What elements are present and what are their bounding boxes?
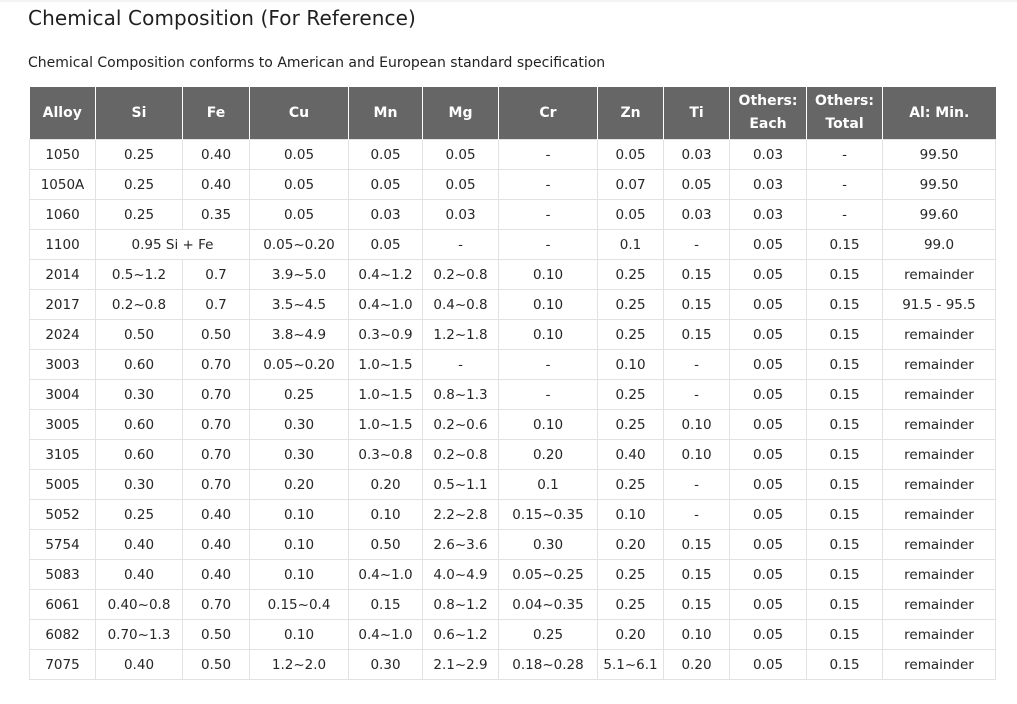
table-cell: 0.35 [183, 200, 250, 230]
table-row [30, 230, 996, 260]
alloy-cell: 3005 [30, 410, 96, 440]
table-cell: 0.40 [96, 650, 183, 680]
table-row [30, 380, 996, 410]
table-cell: - [499, 380, 598, 410]
table-cell: 0.20 [349, 470, 423, 500]
column-header: Al: Min. [883, 87, 996, 140]
table-cell: 1.2~1.8 [423, 320, 499, 350]
table-cell: 3.8~4.9 [250, 320, 349, 350]
table-cell: 0.05 [730, 320, 807, 350]
table-cell: 0.05 [730, 590, 807, 620]
table-cell: 0.20 [250, 470, 349, 500]
table-cell: 0.15 [807, 620, 883, 650]
table-cell: 0.20 [598, 530, 664, 560]
table-cell: - [664, 230, 730, 260]
table-cell: 0.40 [96, 530, 183, 560]
table-cell: 0.40 [183, 530, 250, 560]
column-header: Others: Total [807, 87, 883, 140]
table-cell: remainder [883, 380, 996, 410]
table-cell: 0.4~1.0 [349, 290, 423, 320]
table-cell: 0.10 [499, 320, 598, 350]
table-cell: 0.04~0.35 [499, 590, 598, 620]
table-cell: 0.4~1.0 [349, 620, 423, 650]
table-cell: 0.40 [598, 440, 664, 470]
table-cell: 0.30 [250, 410, 349, 440]
table-row [30, 140, 996, 170]
column-header: Mg [423, 87, 499, 140]
table-cell: 0.15 [807, 290, 883, 320]
table-cell: 0.25 [598, 380, 664, 410]
table-cell: 0.4~0.8 [423, 290, 499, 320]
table-cell: 1.0~1.5 [349, 350, 423, 380]
column-header: Ti [664, 87, 730, 140]
alloy-cell: 3105 [30, 440, 96, 470]
top-divider [0, 0, 1017, 2]
table-cell: remainder [883, 260, 996, 290]
table-cell: 0.70 [183, 590, 250, 620]
alloy-cell: 2017 [30, 290, 96, 320]
table-cell: 0.15~0.4 [250, 590, 349, 620]
table-cell: 0.05 [730, 530, 807, 560]
table-cell: 0.05 [730, 440, 807, 470]
table-cell: 0.25 [598, 290, 664, 320]
table-cell: 0.05 [730, 470, 807, 500]
table-cell: - [423, 230, 499, 260]
table-cell: 0.10 [250, 530, 349, 560]
table-cell: 0.1 [598, 230, 664, 260]
table-cell: 0.15 [807, 230, 883, 260]
table-cell: 0.4~1.2 [349, 260, 423, 290]
column-header: Fe [183, 87, 250, 140]
alloy-cell: 1060 [30, 200, 96, 230]
table-cell: 0.15 [807, 380, 883, 410]
table-cell: 0.15 [807, 350, 883, 380]
table-cell: 0.05 [349, 140, 423, 170]
table-cell: 0.05 [664, 170, 730, 200]
table-cell: remainder [883, 350, 996, 380]
table-cell: 0.15 [664, 590, 730, 620]
table-cell: 0.50 [96, 320, 183, 350]
table-cell: 0.25 [598, 560, 664, 590]
table-cell: 0.2~0.6 [423, 410, 499, 440]
table-cell: 4.0~4.9 [423, 560, 499, 590]
alloy-cell: 5005 [30, 470, 96, 500]
table-cell: 0.15 [664, 290, 730, 320]
alloy-cell: 5052 [30, 500, 96, 530]
table-cell: 0.05~0.20 [250, 350, 349, 380]
table-cell: 0.15 [664, 320, 730, 350]
table-cell: - [807, 170, 883, 200]
table-cell: 0.7 [183, 260, 250, 290]
table-row [30, 410, 996, 440]
table-cell: 0.70 [183, 380, 250, 410]
table-body [30, 140, 996, 680]
table-cell: 0.05 [423, 140, 499, 170]
table-cell: 0.60 [96, 410, 183, 440]
table-cell: 0.15 [807, 470, 883, 500]
table-cell: remainder [883, 560, 996, 590]
table-cell: 0.25 [96, 500, 183, 530]
table-cell: 0.05 [730, 260, 807, 290]
table-cell: 0.40 [183, 170, 250, 200]
column-header: Mn [349, 87, 423, 140]
table-cell: 0.70~1.3 [96, 620, 183, 650]
table-cell: 99.50 [883, 140, 996, 170]
table-cell: 0.25 [598, 410, 664, 440]
table-cell: 99.0 [883, 230, 996, 260]
table-cell: 0.2~0.8 [96, 290, 183, 320]
table-cell: 0.50 [183, 650, 250, 680]
table-header [30, 87, 996, 140]
alloy-cell: 1050 [30, 140, 96, 170]
column-header: Zn [598, 87, 664, 140]
table-cell: 0.05 [423, 170, 499, 200]
alloy-cell: 5754 [30, 530, 96, 560]
table-cell: 0.4~1.0 [349, 560, 423, 590]
table-cell: 0.05 [349, 170, 423, 200]
table-cell: 0.05 [730, 350, 807, 380]
table-row [30, 200, 996, 230]
table-row [30, 260, 996, 290]
table-cell: - [499, 140, 598, 170]
table-cell: 0.10 [250, 560, 349, 590]
alloy-cell: 2024 [30, 320, 96, 350]
column-header: Si [96, 87, 183, 140]
column-header: Others: Each [730, 87, 807, 140]
table-cell: 0.07 [598, 170, 664, 200]
table-cell: 0.95 Si + Fe [96, 230, 250, 260]
table-cell: 0.18~0.28 [499, 650, 598, 680]
page-title: Chemical Composition (For Reference) [28, 6, 416, 30]
table-cell: 2.1~2.9 [423, 650, 499, 680]
table-cell: - [807, 200, 883, 230]
table-cell: 0.30 [349, 650, 423, 680]
table-cell: 0.10 [664, 620, 730, 650]
table-cell: 0.15 [807, 590, 883, 620]
alloy-cell: 1100 [30, 230, 96, 260]
table-cell: 0.70 [183, 440, 250, 470]
table-cell: 0.03 [664, 140, 730, 170]
table-cell: 0.05 [730, 290, 807, 320]
table-cell: 0.20 [499, 440, 598, 470]
table-cell: 5.1~6.1 [598, 650, 664, 680]
table-cell: 99.50 [883, 170, 996, 200]
alloy-cell: 2014 [30, 260, 96, 290]
table-cell: 0.15 [664, 560, 730, 590]
table-cell: 0.05 [349, 230, 423, 260]
table-cell: 0.03 [423, 200, 499, 230]
table-row [30, 590, 996, 620]
table-cell: - [664, 500, 730, 530]
table-cell: 0.2~0.8 [423, 260, 499, 290]
table-cell: 0.10 [598, 350, 664, 380]
table-cell: - [664, 470, 730, 500]
table-row [30, 440, 996, 470]
alloy-cell: 7075 [30, 650, 96, 680]
table-cell: 0.05 [730, 650, 807, 680]
table-cell: 0.25 [499, 620, 598, 650]
table-cell: - [423, 350, 499, 380]
table-cell: 0.40 [183, 560, 250, 590]
table-row [30, 620, 996, 650]
table-cell: 0.3~0.8 [349, 440, 423, 470]
table-cell: - [664, 350, 730, 380]
table-cell: 0.10 [250, 620, 349, 650]
table-cell: 0.05 [730, 410, 807, 440]
table-cell: 0.70 [183, 410, 250, 440]
table-cell: 0.40 [183, 140, 250, 170]
table-cell: 0.60 [96, 350, 183, 380]
table-cell: 3.5~4.5 [250, 290, 349, 320]
table-cell: 0.05 [730, 230, 807, 260]
table-row [30, 470, 996, 500]
table-cell: 0.25 [598, 320, 664, 350]
table-cell: remainder [883, 320, 996, 350]
table-cell: 0.70 [183, 350, 250, 380]
header-row [30, 87, 996, 140]
alloy-cell: 5083 [30, 560, 96, 590]
table-cell: remainder [883, 650, 996, 680]
table-cell: 0.15 [349, 590, 423, 620]
table-cell: 0.10 [664, 410, 730, 440]
table-cell: remainder [883, 410, 996, 440]
table-cell: 0.8~1.3 [423, 380, 499, 410]
table-cell: 0.20 [598, 620, 664, 650]
table-cell: remainder [883, 620, 996, 650]
table-cell: - [499, 350, 598, 380]
table-cell: 0.05 [598, 140, 664, 170]
table-row [30, 350, 996, 380]
table-cell: 1.2~2.0 [250, 650, 349, 680]
table-cell: 0.15 [664, 530, 730, 560]
table-cell: 0.05~0.20 [250, 230, 349, 260]
table-cell: 0.05 [250, 170, 349, 200]
table-cell: 0.10 [664, 440, 730, 470]
table-cell: remainder [883, 500, 996, 530]
table-cell: - [807, 140, 883, 170]
table-cell: 0.30 [96, 470, 183, 500]
table-cell: 0.60 [96, 440, 183, 470]
table-row [30, 500, 996, 530]
table-cell: 0.6~1.2 [423, 620, 499, 650]
table-cell: 0.15 [807, 500, 883, 530]
alloy-cell: 6082 [30, 620, 96, 650]
table-cell: 0.05 [730, 560, 807, 590]
table-cell: 0.10 [499, 260, 598, 290]
table-cell: 0.3~0.9 [349, 320, 423, 350]
table-cell: 0.50 [183, 620, 250, 650]
table-cell: 0.30 [250, 440, 349, 470]
table-cell: 0.10 [250, 500, 349, 530]
table-cell: 0.15 [807, 560, 883, 590]
table-cell: 0.25 [598, 590, 664, 620]
table-cell: 0.70 [183, 470, 250, 500]
alloy-cell: 1050A [30, 170, 96, 200]
table-row [30, 650, 996, 680]
table-cell: 0.05 [730, 500, 807, 530]
alloy-cell: 3003 [30, 350, 96, 380]
table-row [30, 530, 996, 560]
table-cell: 0.05 [730, 380, 807, 410]
table-cell: 0.25 [96, 140, 183, 170]
table-cell: 0.10 [499, 290, 598, 320]
table-cell: 0.25 [96, 200, 183, 230]
table-cell: 0.03 [730, 140, 807, 170]
table-cell: 0.05 [250, 200, 349, 230]
column-header: Cu [250, 87, 349, 140]
table-cell: 99.60 [883, 200, 996, 230]
table-cell: - [499, 230, 598, 260]
alloy-cell: 3004 [30, 380, 96, 410]
table-cell: 0.03 [730, 200, 807, 230]
table-cell: 0.40~0.8 [96, 590, 183, 620]
column-header: Cr [499, 87, 598, 140]
table-cell: 0.1 [499, 470, 598, 500]
table-cell: 0.5~1.1 [423, 470, 499, 500]
table-cell: 0.05 [598, 200, 664, 230]
table-cell: 0.10 [598, 500, 664, 530]
table-cell: 2.6~3.6 [423, 530, 499, 560]
table-cell: 0.10 [349, 500, 423, 530]
table-cell: remainder [883, 470, 996, 500]
table-cell: 0.2~0.8 [423, 440, 499, 470]
table-cell: 0.15 [807, 530, 883, 560]
table-cell: remainder [883, 530, 996, 560]
table-cell: 0.50 [349, 530, 423, 560]
table-cell: 0.40 [96, 560, 183, 590]
table-cell: 0.05~0.25 [499, 560, 598, 590]
table-cell: 0.25 [250, 380, 349, 410]
table-cell: 0.15 [807, 320, 883, 350]
table-cell: 0.7 [183, 290, 250, 320]
column-header: Alloy [30, 87, 96, 140]
table-cell: 0.30 [96, 380, 183, 410]
table-cell: 0.15 [807, 410, 883, 440]
table-cell: 0.40 [183, 500, 250, 530]
table-cell: 0.15 [807, 440, 883, 470]
table-cell: 0.25 [598, 470, 664, 500]
table-cell: 0.15~0.35 [499, 500, 598, 530]
table-row [30, 290, 996, 320]
table-cell: 1.0~1.5 [349, 410, 423, 440]
alloy-cell: 6061 [30, 590, 96, 620]
table-cell: 0.25 [598, 260, 664, 290]
table-cell: 0.05 [250, 140, 349, 170]
table-cell: 0.15 [664, 260, 730, 290]
table-cell: 0.05 [730, 620, 807, 650]
table-cell: - [499, 170, 598, 200]
table-cell: 0.15 [807, 260, 883, 290]
table-cell: 2.2~2.8 [423, 500, 499, 530]
table-cell: 0.15 [807, 650, 883, 680]
table-cell: 1.0~1.5 [349, 380, 423, 410]
page-subtitle: Chemical Composition conforms to American and European standard specification [28, 55, 606, 71]
table-cell: - [664, 380, 730, 410]
table-cell: 0.03 [730, 170, 807, 200]
table-cell: 0.5~1.2 [96, 260, 183, 290]
table-cell: 0.50 [183, 320, 250, 350]
table-cell: - [499, 200, 598, 230]
table-cell: 0.20 [664, 650, 730, 680]
table-cell: 0.8~1.2 [423, 590, 499, 620]
table-cell: 3.9~5.0 [250, 260, 349, 290]
table-cell: 0.30 [499, 530, 598, 560]
composition-table [29, 87, 996, 680]
table-cell: 0.03 [349, 200, 423, 230]
table-row [30, 320, 996, 350]
table-cell: 0.10 [499, 410, 598, 440]
table-row [30, 170, 996, 200]
table-cell: 91.5 - 95.5 [883, 290, 996, 320]
table-row [30, 560, 996, 590]
table-cell: remainder [883, 440, 996, 470]
table-cell: remainder [883, 590, 996, 620]
table-cell: 0.03 [664, 200, 730, 230]
table-cell: 0.25 [96, 170, 183, 200]
